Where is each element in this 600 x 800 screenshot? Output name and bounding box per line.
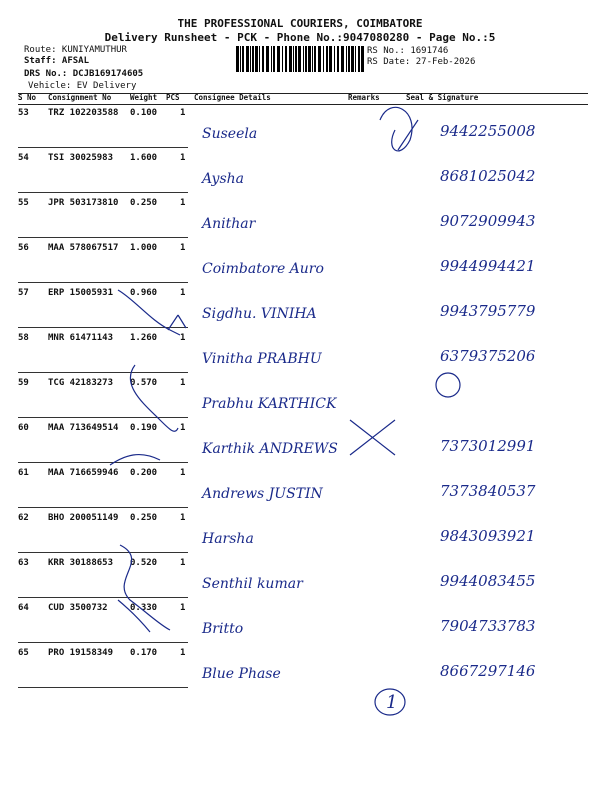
row-weight: 0.520 xyxy=(130,558,158,568)
footer-page-mark: 1 xyxy=(386,692,398,713)
signature-phone: 9072909943 xyxy=(440,212,536,230)
consignee-handwriting: Coimbatore Auro xyxy=(202,261,324,277)
row-consignment-no: TSI 30025983 xyxy=(48,153,114,163)
row-separator xyxy=(18,282,188,283)
signature-phone: 9843093921 xyxy=(440,527,536,545)
consignee-handwriting: Senthil kumar xyxy=(202,576,303,592)
consignee-handwriting: Suseela xyxy=(202,126,258,142)
col-consignment: Consignment No xyxy=(48,93,112,102)
row-consignment-no: KRR 30188653 xyxy=(48,558,114,568)
signature-phone: 9944994421 xyxy=(440,257,536,275)
header-bottom-line xyxy=(18,104,588,105)
row-consignment-no: CUD 3500732 xyxy=(48,603,108,613)
row-pcs: 1 xyxy=(180,333,186,343)
row-weight: 1.000 xyxy=(130,243,158,253)
row-pcs: 1 xyxy=(180,468,186,478)
row-separator xyxy=(18,417,188,418)
row-weight: 1.600 xyxy=(130,153,158,163)
row-separator xyxy=(18,327,188,328)
signature-phone: 6379375206 xyxy=(440,347,536,365)
row-pcs: 1 xyxy=(180,198,186,208)
row-consignment-no: MAA 716659946 xyxy=(48,468,119,478)
row-consignment-no: BHO 200051149 xyxy=(48,513,119,523)
row-pcs: 1 xyxy=(180,558,186,568)
signature-phone: 8667297146 xyxy=(440,662,536,680)
row-sno: 64 xyxy=(18,603,29,613)
row-consignment-no: MAA 713649514 xyxy=(48,423,119,433)
row-consignment-no: PRO 19158349 xyxy=(48,648,114,658)
row-sno: 60 xyxy=(18,423,29,433)
row-sno: 62 xyxy=(18,513,29,523)
row-pcs: 1 xyxy=(180,423,186,433)
row-separator xyxy=(18,642,188,643)
row-separator xyxy=(18,147,188,148)
row-consignment-no: JPR 503173810 xyxy=(48,198,119,208)
row-weight: 0.330 xyxy=(130,603,158,613)
row-consignment-no: TRZ 102203588 xyxy=(48,108,119,118)
row-weight: 1.260 xyxy=(130,333,158,343)
staff-label: Staff: AFSAL xyxy=(24,56,90,66)
barcode-icon xyxy=(236,46,364,72)
row-sno: 65 xyxy=(18,648,29,658)
row-separator xyxy=(18,237,188,238)
col-weight: Weight xyxy=(130,93,158,102)
col-remarks: Remarks xyxy=(348,93,380,102)
row-sno: 63 xyxy=(18,558,29,568)
row-consignment-no: ERP 15005931 xyxy=(48,288,114,298)
signature-phone: 7373012991 xyxy=(440,437,536,455)
consignee-handwriting: Karthik ANDREWS xyxy=(202,441,338,457)
route-label: Route: KUNIYAMUTHUR xyxy=(24,45,127,55)
row-weight: 0.960 xyxy=(130,288,158,298)
consignee-handwriting: Britto xyxy=(202,621,244,637)
consignee-handwriting: Andrews JUSTIN xyxy=(202,486,323,502)
consignee-handwriting: Vinitha PRABHU xyxy=(202,351,322,367)
row-pcs: 1 xyxy=(180,153,186,163)
row-sno: 55 xyxy=(18,198,29,208)
runsheet-subtitle: Delivery Runsheet - PCK - Phone No.:9047080280 - Page No.:5 xyxy=(104,31,496,44)
col-pcs: PCS xyxy=(166,93,180,102)
row-sno: 53 xyxy=(18,108,29,118)
row-separator xyxy=(18,507,188,508)
signature-phone: 9944083455 xyxy=(440,572,536,590)
rs-number: RS No.: 1691746 xyxy=(367,46,449,56)
col-consignee: Consignee Details xyxy=(194,93,271,102)
row-sno: 56 xyxy=(18,243,29,253)
row-pcs: 1 xyxy=(180,108,186,118)
col-sno: S No xyxy=(18,93,37,102)
signature-phone: 7904733783 xyxy=(440,617,536,635)
row-weight: 0.100 xyxy=(130,108,158,118)
signature-phone: 9943795779 xyxy=(440,302,536,320)
row-separator xyxy=(18,597,188,598)
signature-phone: 7373840537 xyxy=(440,482,536,500)
row-consignment-no: TCG 42183273 xyxy=(48,378,114,388)
consignee-handwriting: Blue Phase xyxy=(202,666,281,682)
row-weight: 0.190 xyxy=(130,423,158,433)
company-title: THE PROFESSIONAL COURIERS, COIMBATORE xyxy=(177,17,423,30)
drs-label: DRS No.: DCJB169174605 xyxy=(24,69,144,79)
consignee-handwriting: Prabhu KARTHICK xyxy=(202,396,337,412)
vehicle-label: Vehicle: EV Delivery xyxy=(28,81,137,91)
row-weight: 0.250 xyxy=(130,513,158,523)
consignee-handwriting: Harsha xyxy=(202,531,254,547)
consignee-handwriting: Sigdhu. VINIHA xyxy=(202,306,317,322)
row-pcs: 1 xyxy=(180,288,186,298)
row-pcs: 1 xyxy=(180,603,186,613)
signature-phone: 9442255008 xyxy=(440,122,536,140)
row-separator xyxy=(18,552,188,553)
row-separator xyxy=(18,687,188,688)
row-separator xyxy=(18,372,188,373)
rs-date: RS Date: 27-Feb-2026 xyxy=(367,57,476,67)
row-sno: 54 xyxy=(18,153,29,163)
row-weight: 0.570 xyxy=(130,378,158,388)
row-separator xyxy=(18,462,188,463)
row-weight: 0.250 xyxy=(130,198,158,208)
row-separator xyxy=(18,192,188,193)
row-weight: 0.170 xyxy=(130,648,158,658)
consignee-handwriting: Aysha xyxy=(202,171,244,187)
consignee-handwriting: Anithar xyxy=(202,216,256,232)
row-pcs: 1 xyxy=(180,513,186,523)
signature-phone: 8681025042 xyxy=(440,167,536,185)
row-pcs: 1 xyxy=(180,243,186,253)
row-consignment-no: MNR 61471143 xyxy=(48,333,114,343)
row-sno: 58 xyxy=(18,333,29,343)
row-sno: 59 xyxy=(18,378,29,388)
row-weight: 0.200 xyxy=(130,468,158,478)
row-pcs: 1 xyxy=(180,648,186,658)
row-consignment-no: MAA 578067517 xyxy=(48,243,119,253)
row-sno: 61 xyxy=(18,468,29,478)
row-sno: 57 xyxy=(18,288,29,298)
col-seal: Seal & Signature xyxy=(406,93,479,102)
row-pcs: 1 xyxy=(180,378,186,388)
